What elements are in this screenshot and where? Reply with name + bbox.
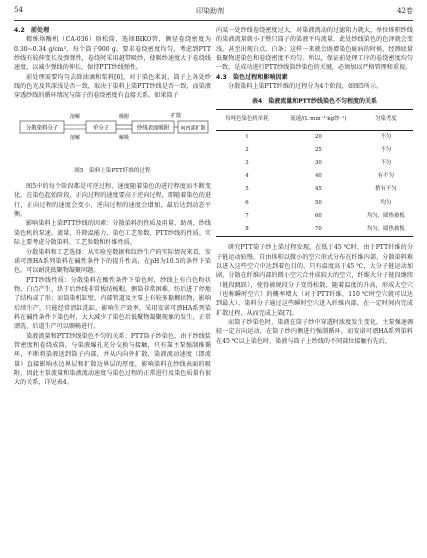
table-cell: 均匀，圆热被板 [367,212,405,219]
table-cell: 8 [245,225,249,232]
paragraph: PTT纱线性质：分散染料在酸性条件下染色时，纱线上有白色粉状物，白点产生，烘干后纱线非常板结梳帽，侧筒非常困难，纺后进了停地了结构或了形；而筒染机缸壁，内部管道及主泵上有较多黏稠状物，影响后续生产，只能经常清缸洗缸，影响生产效率，采用安诺可漂HA系列染料在碱性条件下染色时，大大减少了染色后低聚物凝聚现象的发生，正常漂洗，后道生产可以顺畅进行。 [14,276,211,331]
figure-5-diagram [14,105,211,165]
table-cell: 2 [245,146,249,153]
right-column [216,26,413,346]
table-cell: 45 [314,186,322,193]
table-row [216,223,413,237]
table-cell: 6 [245,199,249,206]
paragraph: 内某一处纱线卷绕密度过大，对染液流动的过滤阻力就大，单位体积纱线的染液流量就小于整只筒子的染液平均流量，此处纱线染色的色泽就会变浅，甚至出现白点、白条；这样一来就会既增染色疵病的时候，经测底量低聚物进染色和卷绕密度不均匀。所以，保证前处理工序的卷绕密度均匀一致，是成功进行PTT纱线筒纱染色的关键，必须加以严格管理和重视。 [216,27,413,72]
left-column [14,26,211,388]
table-row [216,170,413,183]
table-cell: 不匀 [380,160,392,167]
arrow-label: 吸附 [118,113,130,120]
table-4 [216,109,413,238]
table-title: 表4 染液流量和PTT纱线染色不匀程度的关系 [252,98,377,106]
table-cell: 25 [314,146,322,153]
paragraph: 染液流量和PTT纱线染色不匀的关系：PTT筒子纱染色，由于纱线装管密度和卷绕成筒，与染液爆孔充分交换与接触，只有靠主泵强制推循环，不断将染液送到筒子内部，并从内向外扩散，染液流动速度（即流量）直接影响水边界层和扩散边界层的厚度，影响染料在纱线表面的吸附，因此主泵流量和染液流动速度与染色过程的正常进行及染色质量有很大的关系，详见表4。 [14,332,211,387]
journal-name: 印染助剂 [196,7,224,15]
table-cell: 稍有不匀 [375,186,397,193]
paragraph: 分散染料上染PTT纤维的过程分为4个阶段，如图5所示。 [228,83,383,91]
table-cell: 均匀 [380,199,392,206]
paragraph: 分散染料和工艺选择：从实验室数据和纹纱生产的实际情况来看，安诺可漂HA系列染料在碱性条件下的提升性高，在pH为10.5的条件下染色，可以耐洗低聚物凝聚问题。 [14,248,211,275]
table-cell: 均匀，圆热被板 [367,225,405,232]
table-cell: 20 [314,133,322,140]
table-row [216,144,413,157]
arrow-label: 溶解 [69,113,81,120]
table-header-row [216,109,413,130]
table-cell: 30 [314,160,322,167]
node-label: 单分子 [92,125,110,132]
table-cell: 4 [245,173,249,180]
table-row [216,184,413,197]
dyeing-process-diagram [14,105,211,165]
table-cell: 1 [245,133,249,140]
node-label: 向内部扩散 [180,125,206,132]
page-number: 54 [14,6,23,14]
section-4-2-heading: 4.2 前处理 [14,27,50,34]
figure-caption: 图5 染料上染PTT纤维的过程 [74,167,151,174]
table-cell: 60 [314,212,322,219]
table-row [216,197,413,210]
table-cell: 40 [314,173,322,180]
table-cell: 50 [314,199,322,206]
table-cell: 5 [245,186,249,193]
table-cell: 3 [245,160,249,167]
table-row [216,130,413,144]
column-header: 流速/(L·min⁻¹·kg纱⁻¹) [290,116,347,123]
paragraph: 而筒子纱染色时，染液在筒子纱中穿透时浓度发生变化，主泵强速调较一定方向运动，在筒子纱内侧进行强制循环，而安诺可漂HA系列染料在45 ℃以上染色时，染液与筒子上纱线的不同部位接触有先后， [216,319,413,345]
arrow-label: 解吸 [118,134,130,141]
arrow-label: 溶解 [69,134,81,141]
page-header [14,6,413,21]
node-label: 纱线表面吸附 [136,125,170,132]
paragraph: 图5中的每个阶段都是可逆过程，速度随着染色的进行程度而不断变化。在染色起始阶段，正向过程的速度要高于逆向过程，即随着染色的进行，正向过程的速度会变小，逆向过程的速度会增加，最后达到动态平衡。 [14,183,211,219]
volume-label: 42卷 [397,7,413,15]
paragraph: 前处理需要均匀去除油滴和浆料[6]，对于染色来说，筒子上各处纱线的色光及其深浅是否一致，取决于染料上染PTT纱线是否一致，而染液穿透纱线的循环情况与筒子的卷绕密度有直接关系。如果筒子 [14,73,211,100]
node-label: 分散染料分子 [25,125,59,132]
paragraph: 影响染料上染PTT纱线的因素：分散染料的性质及用量、助剂、纱线染色机的泵速、流量、升降温能力、染色工艺参数、PTT纱线的性质。实际上要考虑分散染料、工艺参数和纤维性质。 [14,220,211,247]
arrow-label: 扩散 [170,112,182,119]
paragraph: 精炼烙酶机（CA-036）烙松筒，选择BIKO管，侧径卷绕密度为0.30~0.34 g/cm³，每个筒子900 g，要求卷绕密度均匀，考虑到PTT纱线有较伸变长及弹弹性，卷绕时采用越带吸纱，使吸纱速度大于卷绕线速度，以减少弹线的伸长，保持PTT纱线弹性。 [14,36,211,72]
table-cell: 不匀 [380,146,392,153]
column-header: 每吨色染色机单耗 [225,116,269,123]
table-cell: 不匀 [380,133,392,140]
table-cell: 7 [245,212,249,219]
table-row [216,157,413,170]
section-4-3-heading: 4.3 染色过程和影响因素 [216,73,288,81]
paragraph: 研究PTT筒子纱上染过程发现，在低于45 ℃时，由于PTT纤维的分子链运动较慢，自由体积以微小的空穴形式分布在纤维内部，分散染料难以进入这些空穴中达到着色目的，只有温度高于45 ℃，大分子链运动加剧，分散在纤维内部的微小空穴合并成较大的空穴，纤维大分子链段继续（链段跳跃），使得被规段分子变得松散，随着温度的升高，形成大空穴（也称瞬时空穴）的概率增大（对于PTT纤维，110 ℃时空穴就可以达到最大），染料分子通过这些瞬时空穴进入纤维内部，在一定时间内完成扩散过程，从而完成上染[7]。 [216,244,413,317]
table-row [216,210,413,223]
table-cell: 有不匀 [377,173,394,180]
table-cell: 70 [314,225,322,232]
column-header: 匀染考度 [375,116,397,123]
